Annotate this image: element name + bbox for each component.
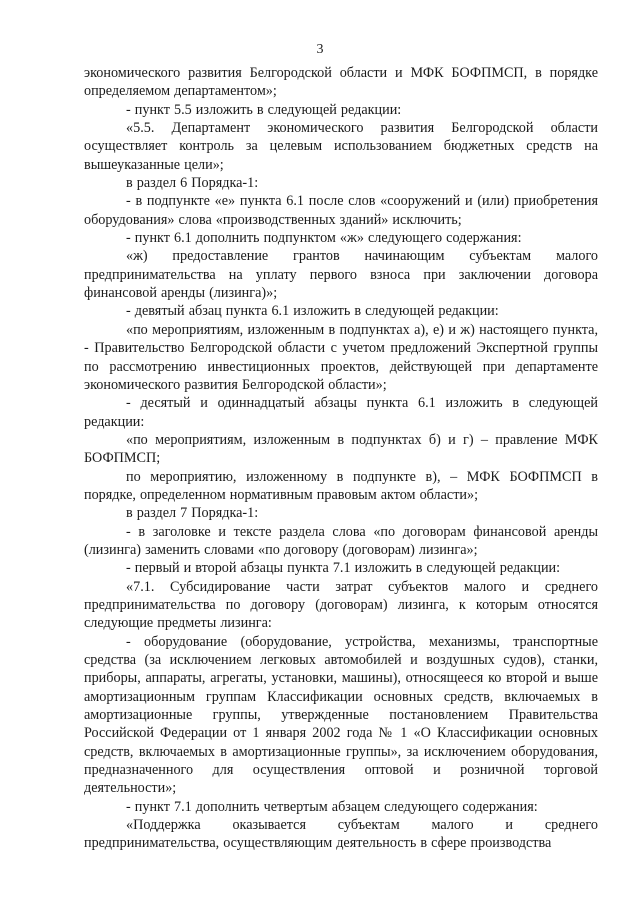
- document-body: [84, 64, 598, 853]
- paragraph: - пункт 5.5 изложить в следующей редакции:: [126, 101, 402, 118]
- paragraph: - десятый и одиннадцатый абзацы пункта 6.1 изложить в следующей редакции:: [84, 395, 598, 430]
- paragraph: по мероприятию, изложенному в подпункте в), – МФК БОФПМСП в порядке, определенном нормативным правовым актом области»;: [84, 468, 598, 503]
- paragraph: «7.1. Субсидирование части затрат субъектов малого и среднего предпринимательства по договору (договорам) лизинга, к которым относятся следующие предметы лизинга:: [84, 578, 598, 632]
- paragraph: «Поддержка оказывается субъектам малого и среднего предпринимательства, осуществляющим деятельность в сфере производства: [84, 817, 598, 852]
- paragraph: экономического развития Белгородской области и МФК БОФПМСП, в порядке определяемом департаментом»;: [84, 65, 598, 100]
- paragraph: в раздел 7 Порядка-1:: [126, 505, 259, 522]
- paragraph: «по мероприятиям, изложенным в подпунктах б) и г) – правление МФК БОФПМСП;: [84, 431, 598, 467]
- paragraph: - девятый абзац пункта 6.1 изложить в следующей редакции:: [126, 303, 499, 320]
- paragraph: - пункт 6.1 дополнить подпунктом «ж» следующего содержания:: [126, 230, 522, 247]
- paragraph: в раздел 6 Порядка-1:: [126, 175, 259, 192]
- paragraph: «по мероприятиям, изложенным в подпунктах а), е) и ж) настоящего пункта, - Правительство Белгородской области с учетом предложений Экспертной группы по рассмотрению инвестиционных проектов, действующей при департаменте экономического развития Белгородской области»;: [84, 321, 598, 393]
- paragraph: - в подпункте «е» пункта 6.1 после слов «сооружений и (или) приобретения оборудования» слова «производственных зданий» исключить;: [84, 193, 598, 228]
- paragraph: - в заголовке и тексте раздела слова «по договорам финансовой аренды (лизинга) заменить словами «по договору (договорам) лизинга»;: [84, 523, 598, 558]
- paragraph: - первый и второй абзацы пункта 7.1 изложить в следующей редакции:: [126, 560, 561, 577]
- paragraph: - пункт 7.1 дополнить четвертым абзацем следующего содержания:: [126, 798, 538, 815]
- paragraph: - оборудование (оборудование, устройства, механизмы, транспортные средства (за исключением легковых автомобилей и воздушных судов), станки, приборы, аппараты, агрегаты, установки, машины), относящееся ко второй и выше амортизационным группам Классификации основных средств, включаемых в амортизационные группы, утвержденные постановлением Правительства Российской Федерации от 1 января 2002 года № 1 «О Классификации основных средств, включаемых в амортизационные группы», за исключением оборудования, предназначенного для осуществления оптовой и розничной торговой деятельности»;: [84, 633, 598, 797]
- page-number: 3: [316, 42, 324, 57]
- paragraph: «ж) предоставление грантов начинающим субъектам малого предпринимательства на уплату первого взноса при заключении договора финансовой аренды (лизинга)»;: [84, 248, 598, 302]
- paragraph: «5.5. Департамент экономического развития Белгородской области осуществляет контроль за целевым использованием бюджетных средств на вышеуказанные цели»;: [84, 120, 598, 173]
